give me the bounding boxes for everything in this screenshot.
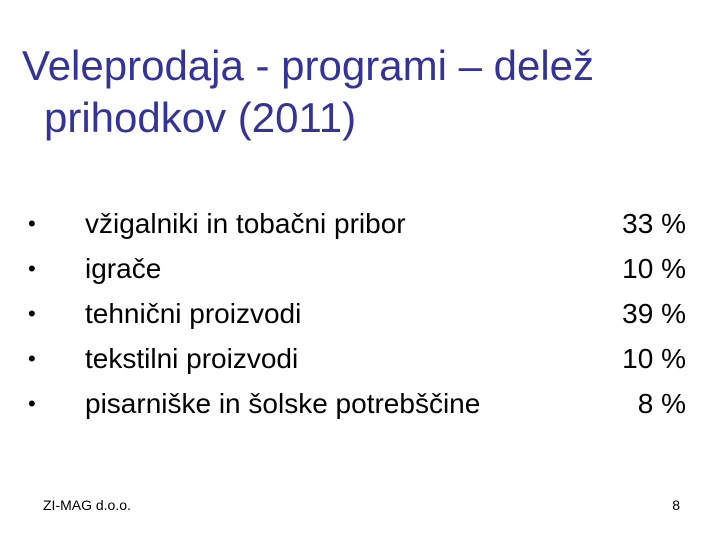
- slide-title-line-1: Veleprodaja - programi – delež: [22, 42, 595, 89]
- bullet-icon: •: [28, 391, 36, 416]
- item-label: vžigalniki in tobačni pribor: [85, 208, 406, 239]
- item-label: tehnični proizvodi: [85, 298, 302, 329]
- item-label: tekstilni proizvodi: [85, 343, 299, 374]
- bullet-icon: •: [28, 346, 36, 371]
- slide-title: [22, 40, 702, 144]
- bullet-icon: •: [28, 301, 36, 326]
- item-value: 8 %: [637, 388, 686, 419]
- item-value: 10 %: [622, 253, 686, 284]
- item-value: 39 %: [622, 298, 686, 329]
- item-label: igrače: [85, 253, 162, 284]
- page-number: 8: [672, 497, 680, 513]
- list-item: [0, 291, 720, 336]
- item-label: pisarniške in šolske potrebščine: [85, 388, 481, 419]
- list-item: [0, 381, 720, 426]
- list-item: [0, 201, 720, 246]
- bullet-list: [0, 201, 720, 426]
- list-item: [0, 336, 720, 381]
- footer-company: ZI-MAG d.o.o.: [43, 497, 131, 513]
- bullet-icon: •: [28, 211, 36, 236]
- item-value: 10 %: [622, 343, 686, 374]
- slide-title-line-2: prihodkov (2011): [44, 94, 357, 141]
- list-item: [0, 246, 720, 291]
- item-value: 33 %: [622, 208, 686, 239]
- bullet-icon: •: [28, 256, 36, 281]
